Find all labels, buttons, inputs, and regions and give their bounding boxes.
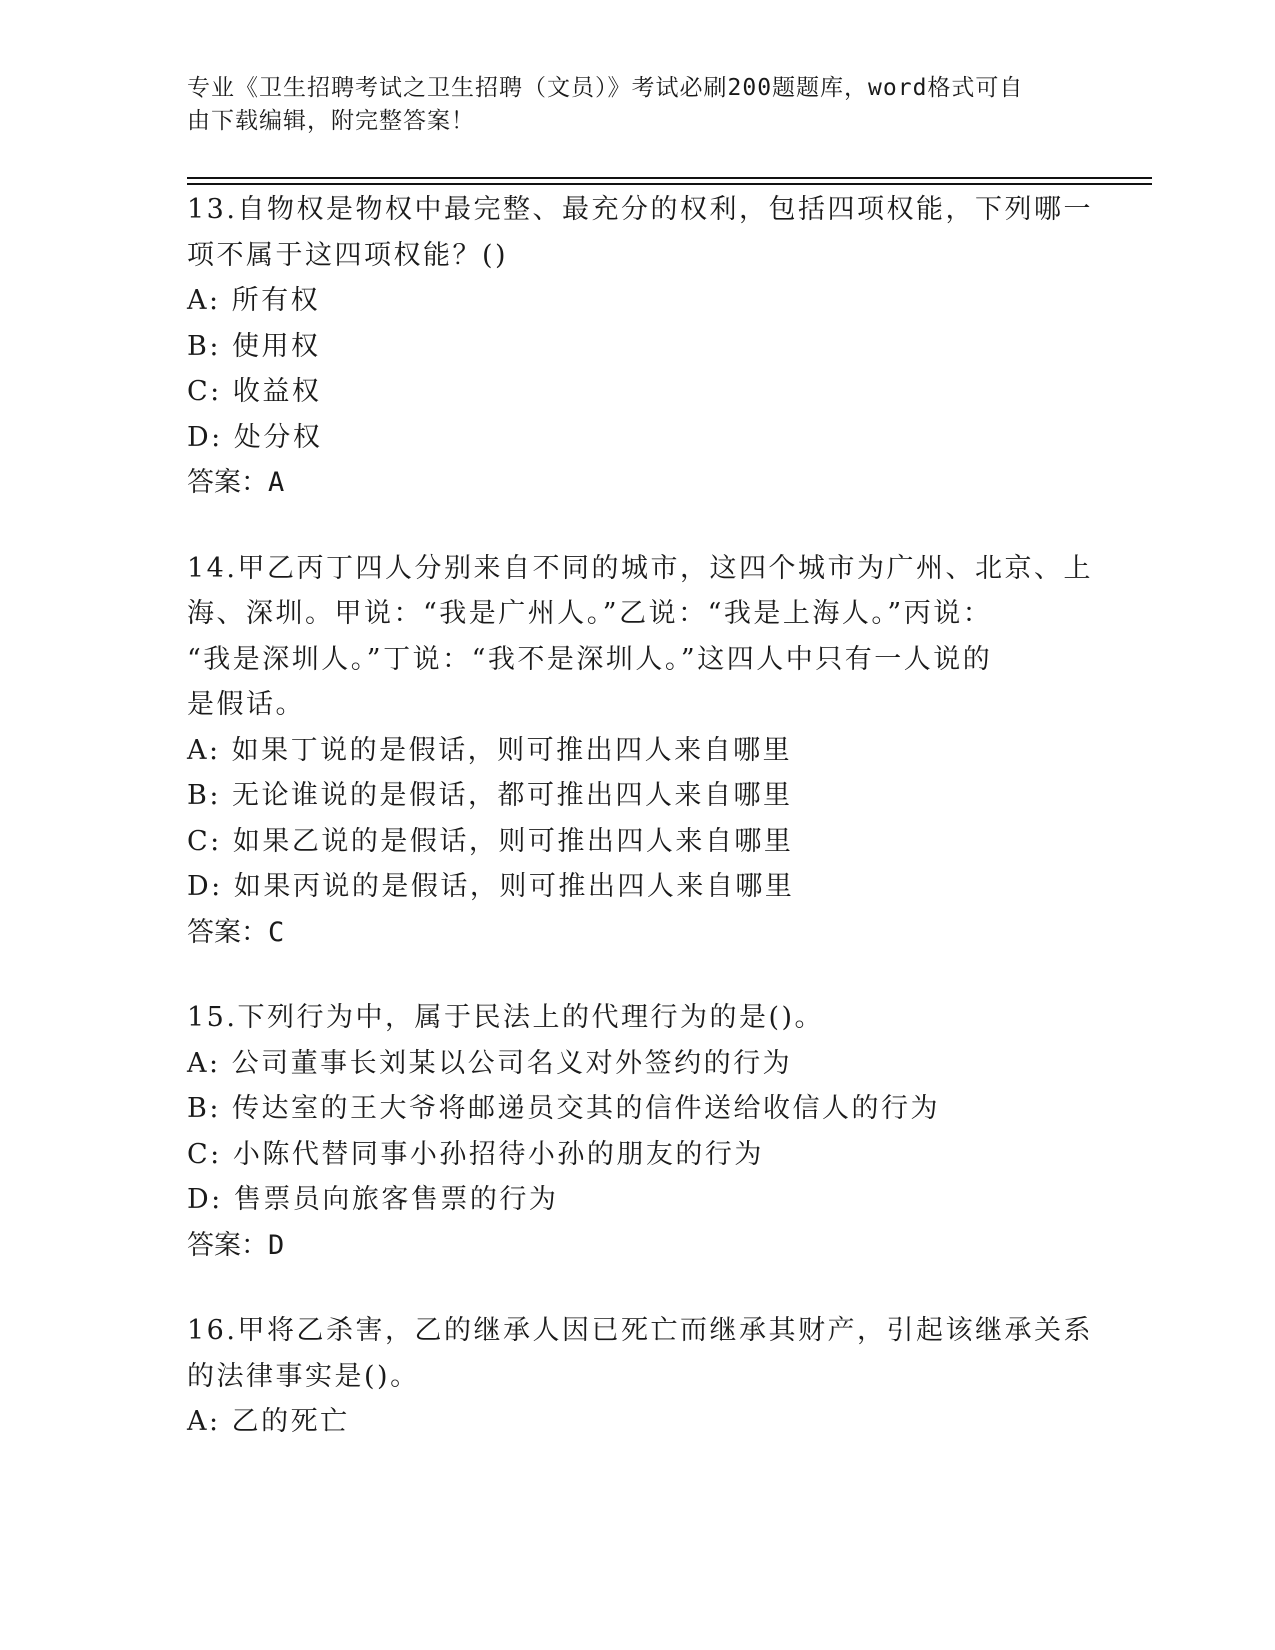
option-a: A: 所有权 — [187, 285, 321, 316]
question-14 — [187, 546, 1093, 956]
option-a: A: 公司董事长刘某以公司名义对外签约的行为 — [187, 1047, 793, 1079]
answer-label: 答案： — [187, 916, 268, 948]
question-15 — [187, 995, 1087, 1268]
question-stem-line: 16.甲将乙杀害，乙的继承人因已死亡而继承其财产，引起该继承关系 — [187, 1315, 1093, 1346]
question-16 — [187, 1308, 1093, 1445]
question-stem-line: 项不属于这四项权能？() — [187, 239, 509, 271]
header-divider-top — [187, 177, 1152, 179]
question-stem-line: 海、深圳。甲说：“我是广州人。”乙说：“我是上海人。”丙说： — [187, 598, 993, 629]
header-line-2: 由下载编辑，附完整答案！ — [187, 108, 475, 134]
option-b: B: 传达室的王大爷将邮递员交其的信件送给收信人的行为 — [187, 1093, 941, 1124]
document-header — [187, 72, 1067, 138]
option-c: C: 收益权 — [187, 376, 322, 407]
header-divider-bottom — [187, 183, 1152, 185]
option-c: C: 如果乙说的是假话，则可推出四人来自哪里 — [187, 825, 794, 857]
question-list — [187, 187, 1093, 1485]
answer-value: C — [268, 916, 285, 948]
question-stem-line: “我是深圳人。”丁说：“我不是深圳人。”这四人中只有一人说的 — [187, 643, 993, 675]
option-b: B: 使用权 — [187, 330, 321, 362]
option-d: D: 售票员向旅客售票的行为 — [187, 1184, 559, 1215]
question-stem-line: 是假话。 — [187, 689, 305, 720]
question-stem-line: 14.甲乙丙丁四人分别来自不同的城市，这四个城市为广州、北京、上 — [187, 552, 1093, 584]
option-a: A: 如果丁说的是假话，则可推出四人来自哪里 — [187, 734, 793, 766]
question-stem-line: 的法律事实是()。 — [187, 1360, 420, 1392]
option-a: A: 乙的死亡 — [187, 1406, 350, 1437]
answer-line — [187, 910, 1087, 956]
answer-line — [187, 460, 1087, 506]
answer-line — [187, 1223, 1087, 1269]
option-d: D: 如果丙说的是假话，则可推出四人来自哪里 — [187, 871, 795, 902]
answer-value: D — [268, 1229, 285, 1261]
question-13 — [187, 187, 1093, 506]
option-d: D: 处分权 — [187, 421, 323, 453]
option-c: C: 小陈代替同事小孙招待小孙的朋友的行为 — [187, 1138, 764, 1170]
option-b: B: 无论谁说的是假话，都可推出四人来自哪里 — [187, 780, 793, 811]
answer-value: A — [268, 467, 285, 498]
answer-label: 答案： — [187, 1229, 268, 1261]
answer-label: 答案： — [187, 467, 268, 498]
question-stem-line: 15.下列行为中，属于民法上的代理行为的是()。 — [187, 1002, 825, 1033]
header-line-1: 专业《卫生招聘考试之卫生招聘（文员）》考试必刷200题题库，word格式可自 — [187, 75, 1024, 101]
question-stem-line: 13.自物权是物权中最完整、最充分的权利，包括四项权能，下列哪一 — [187, 194, 1093, 225]
